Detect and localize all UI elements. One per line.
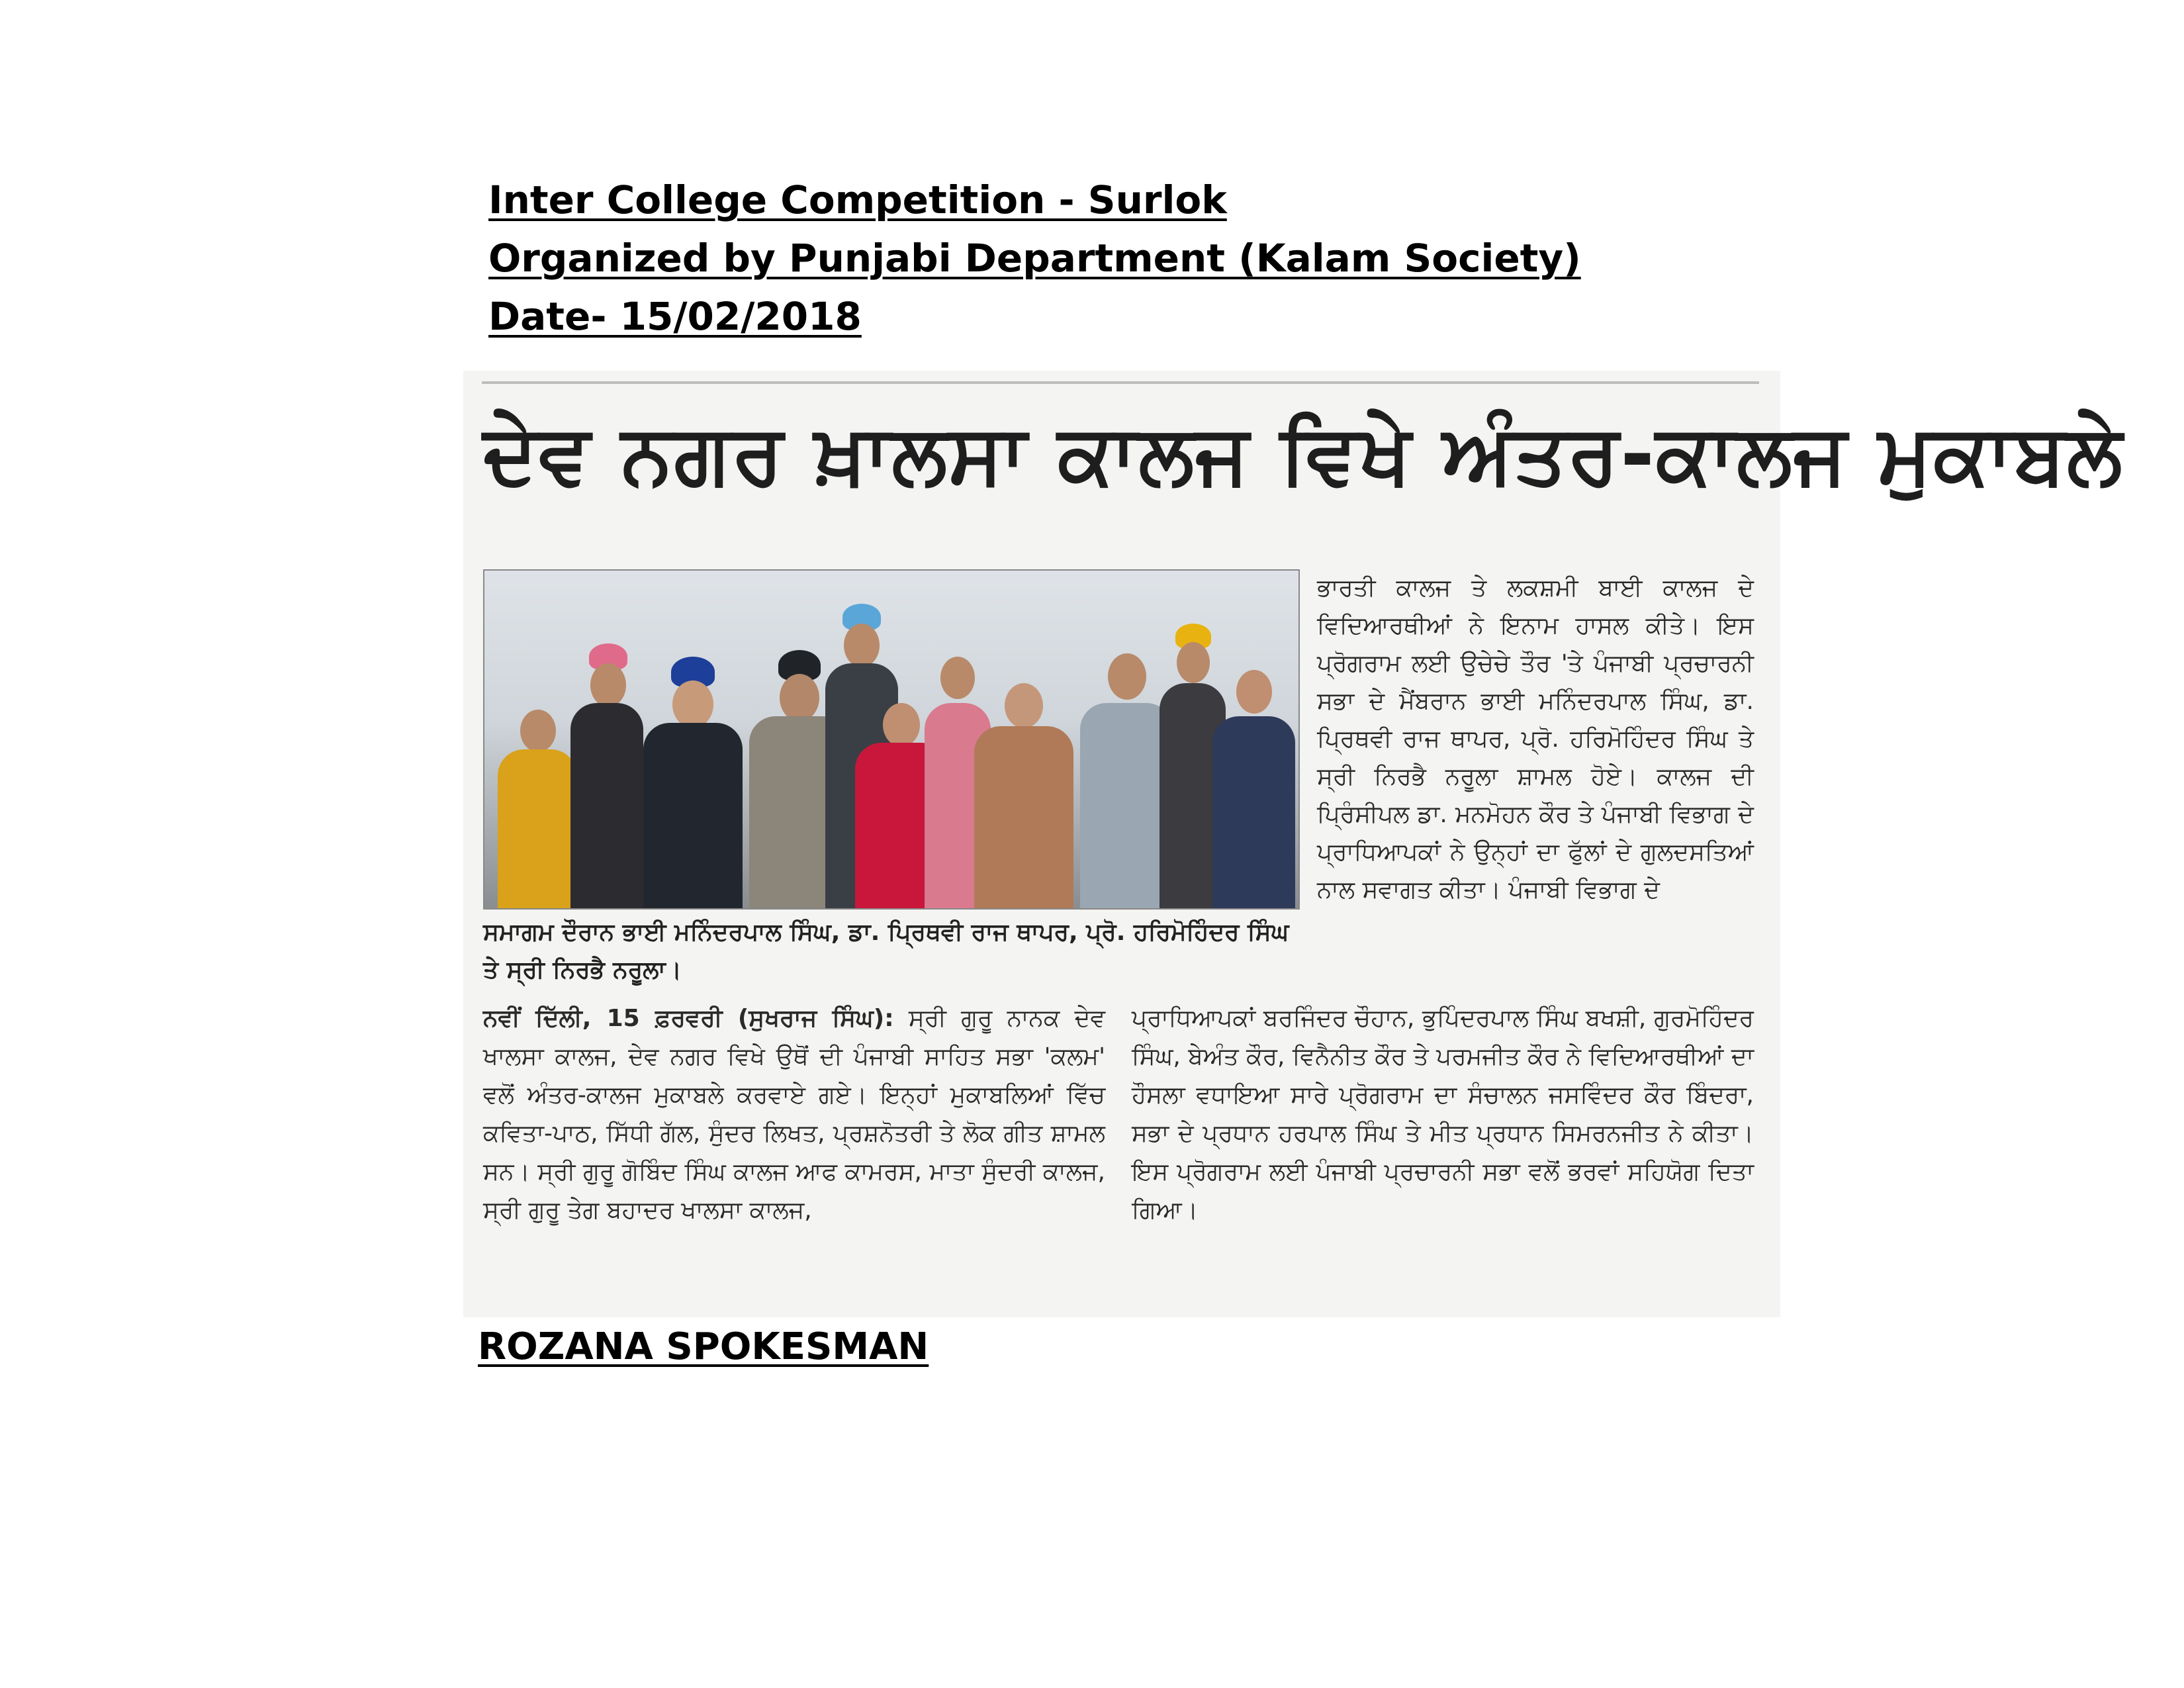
- article-side-column: ਭਾਰਤੀ ਕਾਲਜ ਤੇ ਲਕਸ਼ਮੀ ਬਾਈ ਕਾਲਜ ਦੇ ਵਿਦਿਆਰਥੀਆਂ ਨੇ ਇਨਾਮ ਹਾਸਲ ਕੀਤੇ। ਇਸ ਪ੍ਰੋਗਰਾਮ ਲਈ ਉਚੇਚੇ ਤੌਰ 'ਤੇ ਪੰਜਾਬੀ ਪ੍ਰਚਾਰਨੀ ਸਭਾ ਦੇ ਮੈਂਬਰਾਨ ਭਾਈ ਮਨਿੰਦਰਪਾਲ ਸਿੰਘ, ਡਾ. ਪ੍ਰਿਥਵੀ ਰਾਜ ਥਾਪਰ, ਪ੍ਰੋ. ਹਰਿਮੋਹਿੰਦਰ ਸਿੰਘ ਤੇ ਸ੍ਰੀ ਨਿਰਭੈ ਨਰੂਲਾ ਸ਼ਾਮਲ ਹੋਏ। ਕਾਲਜ ਦੀ ਪ੍ਰਿੰਸੀਪਲ ਡਾ. ਮਨਮੋਹਨ ਕੌਰ ਤੇ ਪੰਜਾਬੀ ਵਿਭਾਗ ਦੇ ਪ੍ਰਾਧਿਆਪਕਾਂ ਨੇ ਉਨ੍ਹਾਂ ਦਾ ਫੁੱਲਾਂ ਦੇ ਗੁਲਦਸਤਿਆਂ ਨਾਲ ਸਵਾਗਤ ਕੀਤਾ। ਪੰਜਾਬੀ ਵਿਭਾਗ ਦੇ: [1317, 575, 1754, 904]
- event-date: Date- 15/02/2018: [488, 294, 862, 339]
- event-title: Inter College Competition - Surlok: [488, 177, 1227, 222]
- photo-person: [974, 683, 1073, 908]
- photo-person: [643, 657, 743, 908]
- document-header: [488, 171, 1581, 346]
- photo-caption: ਸਮਾਗਮ ਦੌਰਾਨ ਭਾਈ ਮਨਿੰਦਰਪਾਲ ਸਿੰਘ, ਡਾ. ਪ੍ਰਿਥਵੀ ਰਾਜ ਥਾਪਰ, ਪ੍ਰੋ. ਹਰਿਮੋਹਿੰਦਰ ਸਿੰਘ ਤੇ ਸ੍ਰੀ ਨਿਰਭੈ ਨਰੂਲਾ।: [483, 919, 1289, 984]
- divider: [482, 381, 1759, 384]
- photo-person: [498, 710, 577, 908]
- article-dateline: ਨਵੀਂ ਦਿੱਲੀ, 15 ਫ਼ਰਵਰੀ (ਸੁਖਰਾਜ ਸਿੰਘ):: [483, 1005, 894, 1032]
- newspaper-clipping: [463, 371, 2124, 1317]
- group-photo: [483, 569, 1300, 910]
- article-body-right: ਪ੍ਰਾਧਿਆਪਕਾਂ ਬਰਜਿੰਦਰ ਚੌਹਾਨ, ਭੁਪਿੰਦਰਪਾਲ ਸਿੰਘ ਬਖਸ਼ੀ, ਗੁਰਮੋਹਿੰਦਰ ਸਿੰਘ, ਬੇਅੰਤ ਕੌਰ, ਵਿਨੈਨੀਤ ਕੌਰ ਤੇ ਪਰਮਜੀਤ ਕੌਰ ਨੇ ਵਿਦਿਆਰਥੀਆਂ ਦਾ ਹੌਸਲਾ ਵਧਾਇਆ ਸਾਰੇ ਪ੍ਰੋਗਰਾਮ ਦਾ ਸੰਚਾਲਨ ਜਸਵਿੰਦਰ ਕੌਰ ਬਿੰਦਰਾ, ਸਭਾ ਦੇ ਪ੍ਰਧਾਨ ਹਰਪਾਲ ਸਿੰਘ ਤੇ ਮੀਤ ਪ੍ਰਧਾਨ ਸਿਮਰਨਜੀਤ ਨੇ ਕੀਤਾ। ਇਸ ਪ੍ਰੋਗਰਾਮ ਲਈ ਪੰਜਾਬੀ ਪ੍ਰਚਾਰਨੀ ਸਭਾ ਵਲੋਂ ਭਰਵਾਂ ਸਹਿਯੋਗ ਦਿਤਾ ਗਿਆ।: [1132, 1005, 1754, 1224]
- article-body-left-text: ਸ੍ਰੀ ਗੁਰੂ ਨਾਨਕ ਦੇਵ ਖਾਲਸਾ ਕਾਲਜ, ਦੇਵ ਨਗਰ ਵਿਖੇ ਉਥੋਂ ਦੀ ਪੰਜਾਬੀ ਸਾਹਿਤ ਸਭਾ 'ਕਲਮ' ਵਲੋਂ ਅੰਤਰ-ਕਾਲਜ ਮੁਕਾਬਲੇ ਕਰਵਾਏ ਗਏ। ਇਨ੍ਹਾਂ ਮੁਕਾਬਲਿਆਂ ਵਿੱਚ ਕਵਿਤਾ-ਪਾਠ, ਸਿੱਧੀ ਗੱਲ, ਸੁੰਦਰ ਲਿਖਤ, ਪ੍ਰਸ਼ਨੋਤਰੀ ਤੇ ਲੋਕ ਗੀਤ ਸ਼ਾਮਲ ਸਨ। ਸ੍ਰੀ ਗੁਰੂ ਗੋਬਿੰਦ ਸਿੰਘ ਕਾਲਜ ਆਫ ਕਾਮਰਸ, ਮਾਤਾ ਸੁੰਦਰੀ ਕਾਲਜ, ਸ੍ਰੀ ਗੁਰੂ ਤੇਗ ਬਹਾਦਰ ਖਾਲਸਾ ਕਾਲਜ,: [483, 1005, 1105, 1224]
- photo-person: [1080, 653, 1173, 908]
- article-body-left: [483, 1000, 1105, 1230]
- photo-person: [1212, 670, 1295, 908]
- publication-name: ROZANA SPOKESMAN: [478, 1325, 929, 1368]
- organizer-line: Organized by Punjabi Department (Kalam Society): [488, 236, 1581, 281]
- photo-person: [570, 643, 643, 908]
- article-headline: ਦੇਵ ਨਗਰ ਖ਼ਾਲਸਾ ਕਾਲਜ ਵਿਖੇ ਅੰਤਰ-ਕਾਲਜ ਮੁਕਾਬਲੇ: [483, 407, 2124, 502]
